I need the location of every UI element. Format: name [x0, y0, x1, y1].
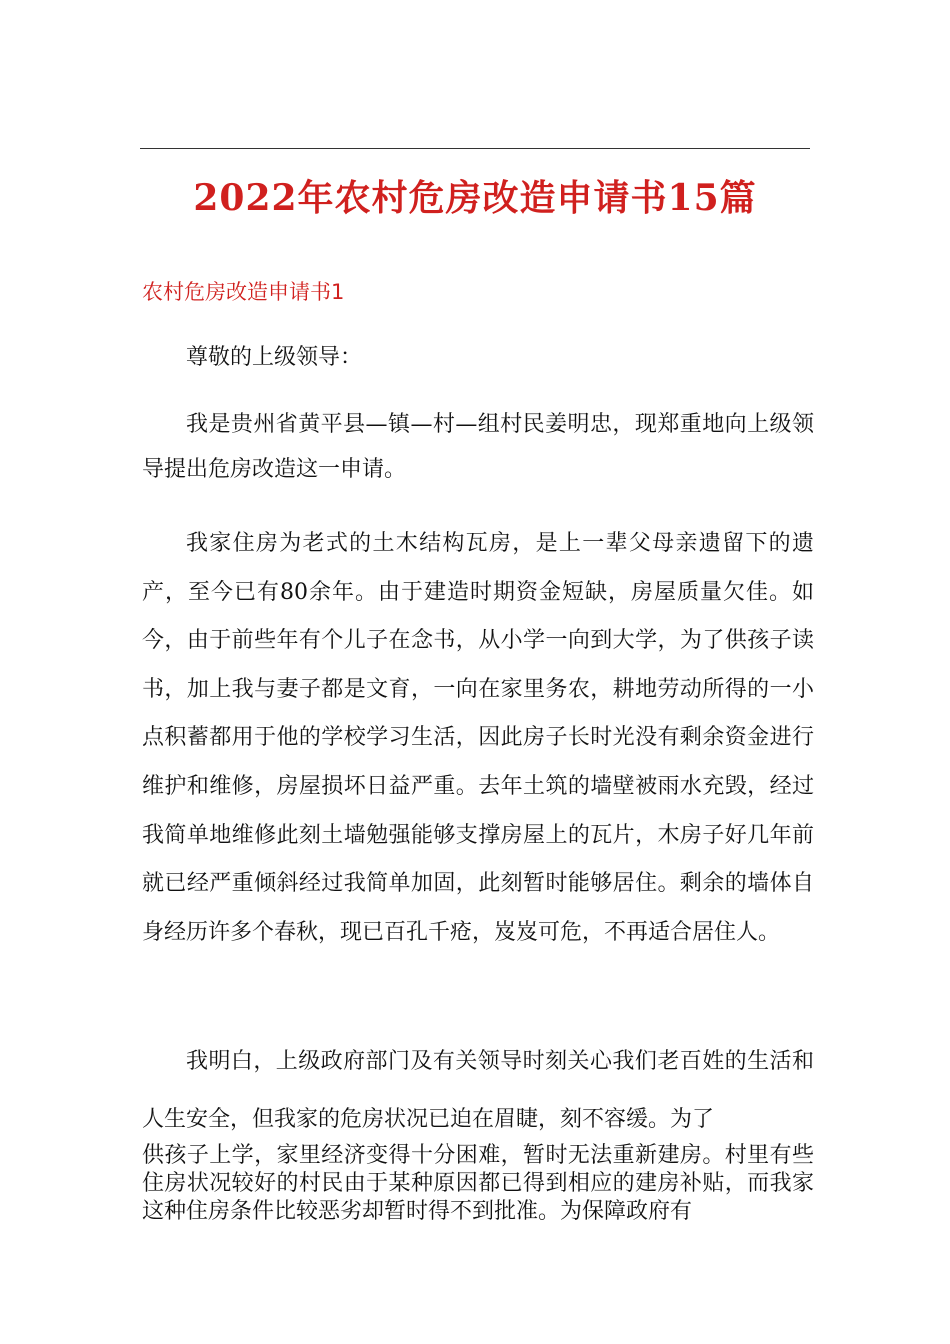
- greeting-line: 尊敬的上级领导：: [186, 345, 363, 370]
- header-rule: [140, 148, 810, 149]
- body-paragraph-2: 我家住房为老式的土木结构瓦房，是上一辈父母亲遗留下的遗产，至今已有80余年。由于建造时期资金短缺，房屋质量欠佳。如今，由于前些年有个儿子在念书，从小学一向到大学，为了供孩子读书，加上我与妻子都是文育，一向在家里务农，耕地劳动所得的一小点积蓄都用于他的学校学习生活，因此房子长时光没有剩余资金进行维护和维修，房屋损坏日益严重。去年土筑的墙壁被雨水充毁，经过我简单地维修此刻土墙勉强能够支撑房屋上的瓦片，木房子好几年前就已经严重倾斜经过我简单加固，此刻暂时能够居住。剩余的墙体自身经历许多个春秋，现已百孔千疮，岌岌可危，不再适合居住人。: [142, 531, 814, 945]
- document-title: 2022年农村危房改造申请书15篇: [193, 177, 757, 220]
- body-paragraph-3: 我明白，上级政府部门及有关领导时刻关心我们老百姓的生活和人生安全，但我家的危房状况已迫在眉睫，刻不容缓。为了: [142, 1049, 814, 1132]
- body-paragraph-3-continued: 供孩子上学，家里经济变得十分困难，暂时无法重新建房。村里有些住房状况较好的村民由于某种原因都已得到相应的建房补贴，而我家这种住房条件比较恶劣却暂时得不到批准。为保障政府有: [142, 1143, 814, 1224]
- body-paragraph-1: 我是贵州省黄平县—镇—村—组村民姜明忠，现郑重地向上级领导提出危房改造这一申请。: [142, 412, 814, 482]
- section-heading: 农村危房改造申请书1: [142, 280, 345, 304]
